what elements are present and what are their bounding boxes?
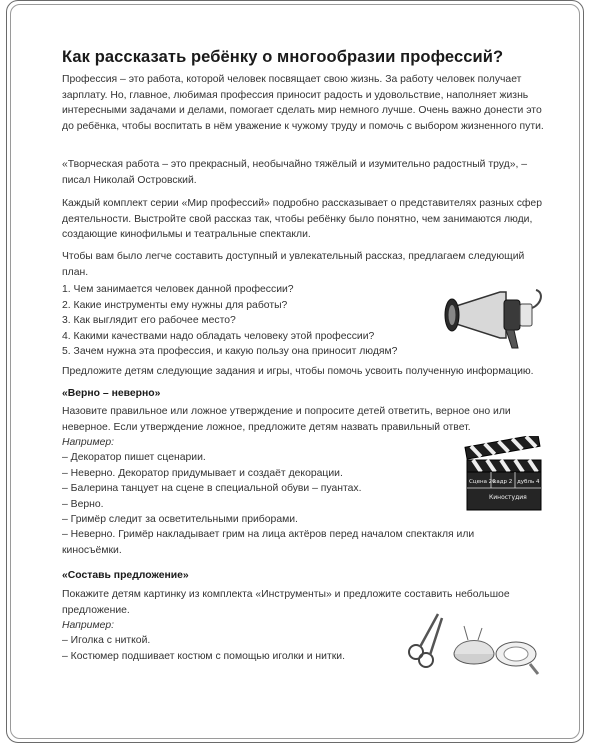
- example-line: – Гримёр следит за осветительными приборами.: [62, 514, 298, 526]
- example-line: – Костюмер подшивает костюм с помощью иголки и нитки.: [62, 650, 345, 662]
- game2-heading: «Составь предложение»: [62, 570, 189, 581]
- plan-item: 1. Чем занимается человек данной профессии?: [62, 284, 294, 295]
- example-label: Например:: [62, 437, 115, 448]
- example-line: – Верно.: [62, 498, 104, 510]
- plan-item: 3. Как выглядит его рабочее место?: [62, 315, 236, 327]
- paragraph-tasks: Предложите детям следующие задания и игры, чтобы помочь усвоить полученную информацию.: [62, 366, 534, 377]
- clapper-take: кадр 2: [493, 479, 513, 485]
- clapper-studio: Киностудия: [489, 494, 527, 501]
- page-title: Как рассказать ребёнку о многообразии профессий?: [62, 48, 504, 66]
- clapperboard-icon: [463, 436, 545, 518]
- game1-intro: Назовите правильное или ложное утверждение и попросите детей ответить, верное оно или неверное. Если утверждение ложное, предложите детям назвать правильный ответ.: [62, 406, 511, 433]
- plan-item: 5. Зачем нужна эта профессия, и какую пользу она приносит людям?: [62, 346, 398, 358]
- megaphone-icon: [440, 278, 550, 358]
- example-line: – Неверно. Декоратор придумывает и создаёт декорации.: [62, 467, 343, 479]
- example-line: – Иголка с ниткой.: [62, 635, 151, 647]
- clapper-scene: Сцена 20: [469, 479, 496, 485]
- game1-heading: «Верно – неверно»: [62, 388, 161, 399]
- sewing-tools-icon: [402, 606, 542, 678]
- example-line: – Неверно. Гримёр накладывает грим на лица актёров перед началом спектакля или киносъёмки.: [62, 529, 475, 556]
- example-line: – Балерина танцует на сцене в специальной обуви – пуантах.: [62, 483, 362, 495]
- paragraph-plan-intro: Чтобы вам было легче составить доступный и увлекательный рассказ, предлагаем следующий план.: [62, 251, 525, 278]
- example-line: – Декоратор пишет сценарии.: [62, 452, 206, 464]
- paragraph-quote: «Творческая работа – это прекрасный, необычайно тяжёлый и изумительно радостный труд», – писал Николай Островский.: [62, 159, 528, 186]
- scissors-icon: [409, 614, 442, 667]
- plan-list: [62, 282, 442, 360]
- game2-examples: [62, 618, 392, 664]
- clapper-shot: дубль 4: [517, 479, 540, 485]
- game2-intro: Покажите детям картинку из комплекта «Инструменты» и предложите составить небольшое предложение.: [62, 589, 510, 616]
- plan-item: 4. Какими качествами надо обладать человеку этой профессии?: [62, 330, 375, 342]
- example-label: Например:: [62, 620, 115, 631]
- game1-examples: [62, 435, 532, 558]
- pincushion-icon: [454, 626, 494, 664]
- plan-item: 2. Какие инструменты ему нужны для работы?: [62, 299, 288, 311]
- paragraph-profession: Профессия – это работа, которой человек посвящает свою жизнь. За работу человек получает зарплату. Но, главное, любимая профессия приносит радость и удовольствие, наполняет жизнь интересными задачами и делами, помогает сделать мир немного лучше. Очень важно донести это до ребёнка, чтобы воспитать в нём уважение к чужому труду и помочь с выбором жизненного пути.: [62, 74, 544, 132]
- paragraph-series: Каждый комплект серии «Мир профессий» подробно рассказывает о представителях разных сфер деятельности. Выстройте свой рассказ так, чтобы ребёнку было понятно, чем занимаются люди, создающие кинофильмы и театральные спектакли.: [62, 198, 542, 240]
- measuring-tape-icon: [496, 642, 538, 674]
